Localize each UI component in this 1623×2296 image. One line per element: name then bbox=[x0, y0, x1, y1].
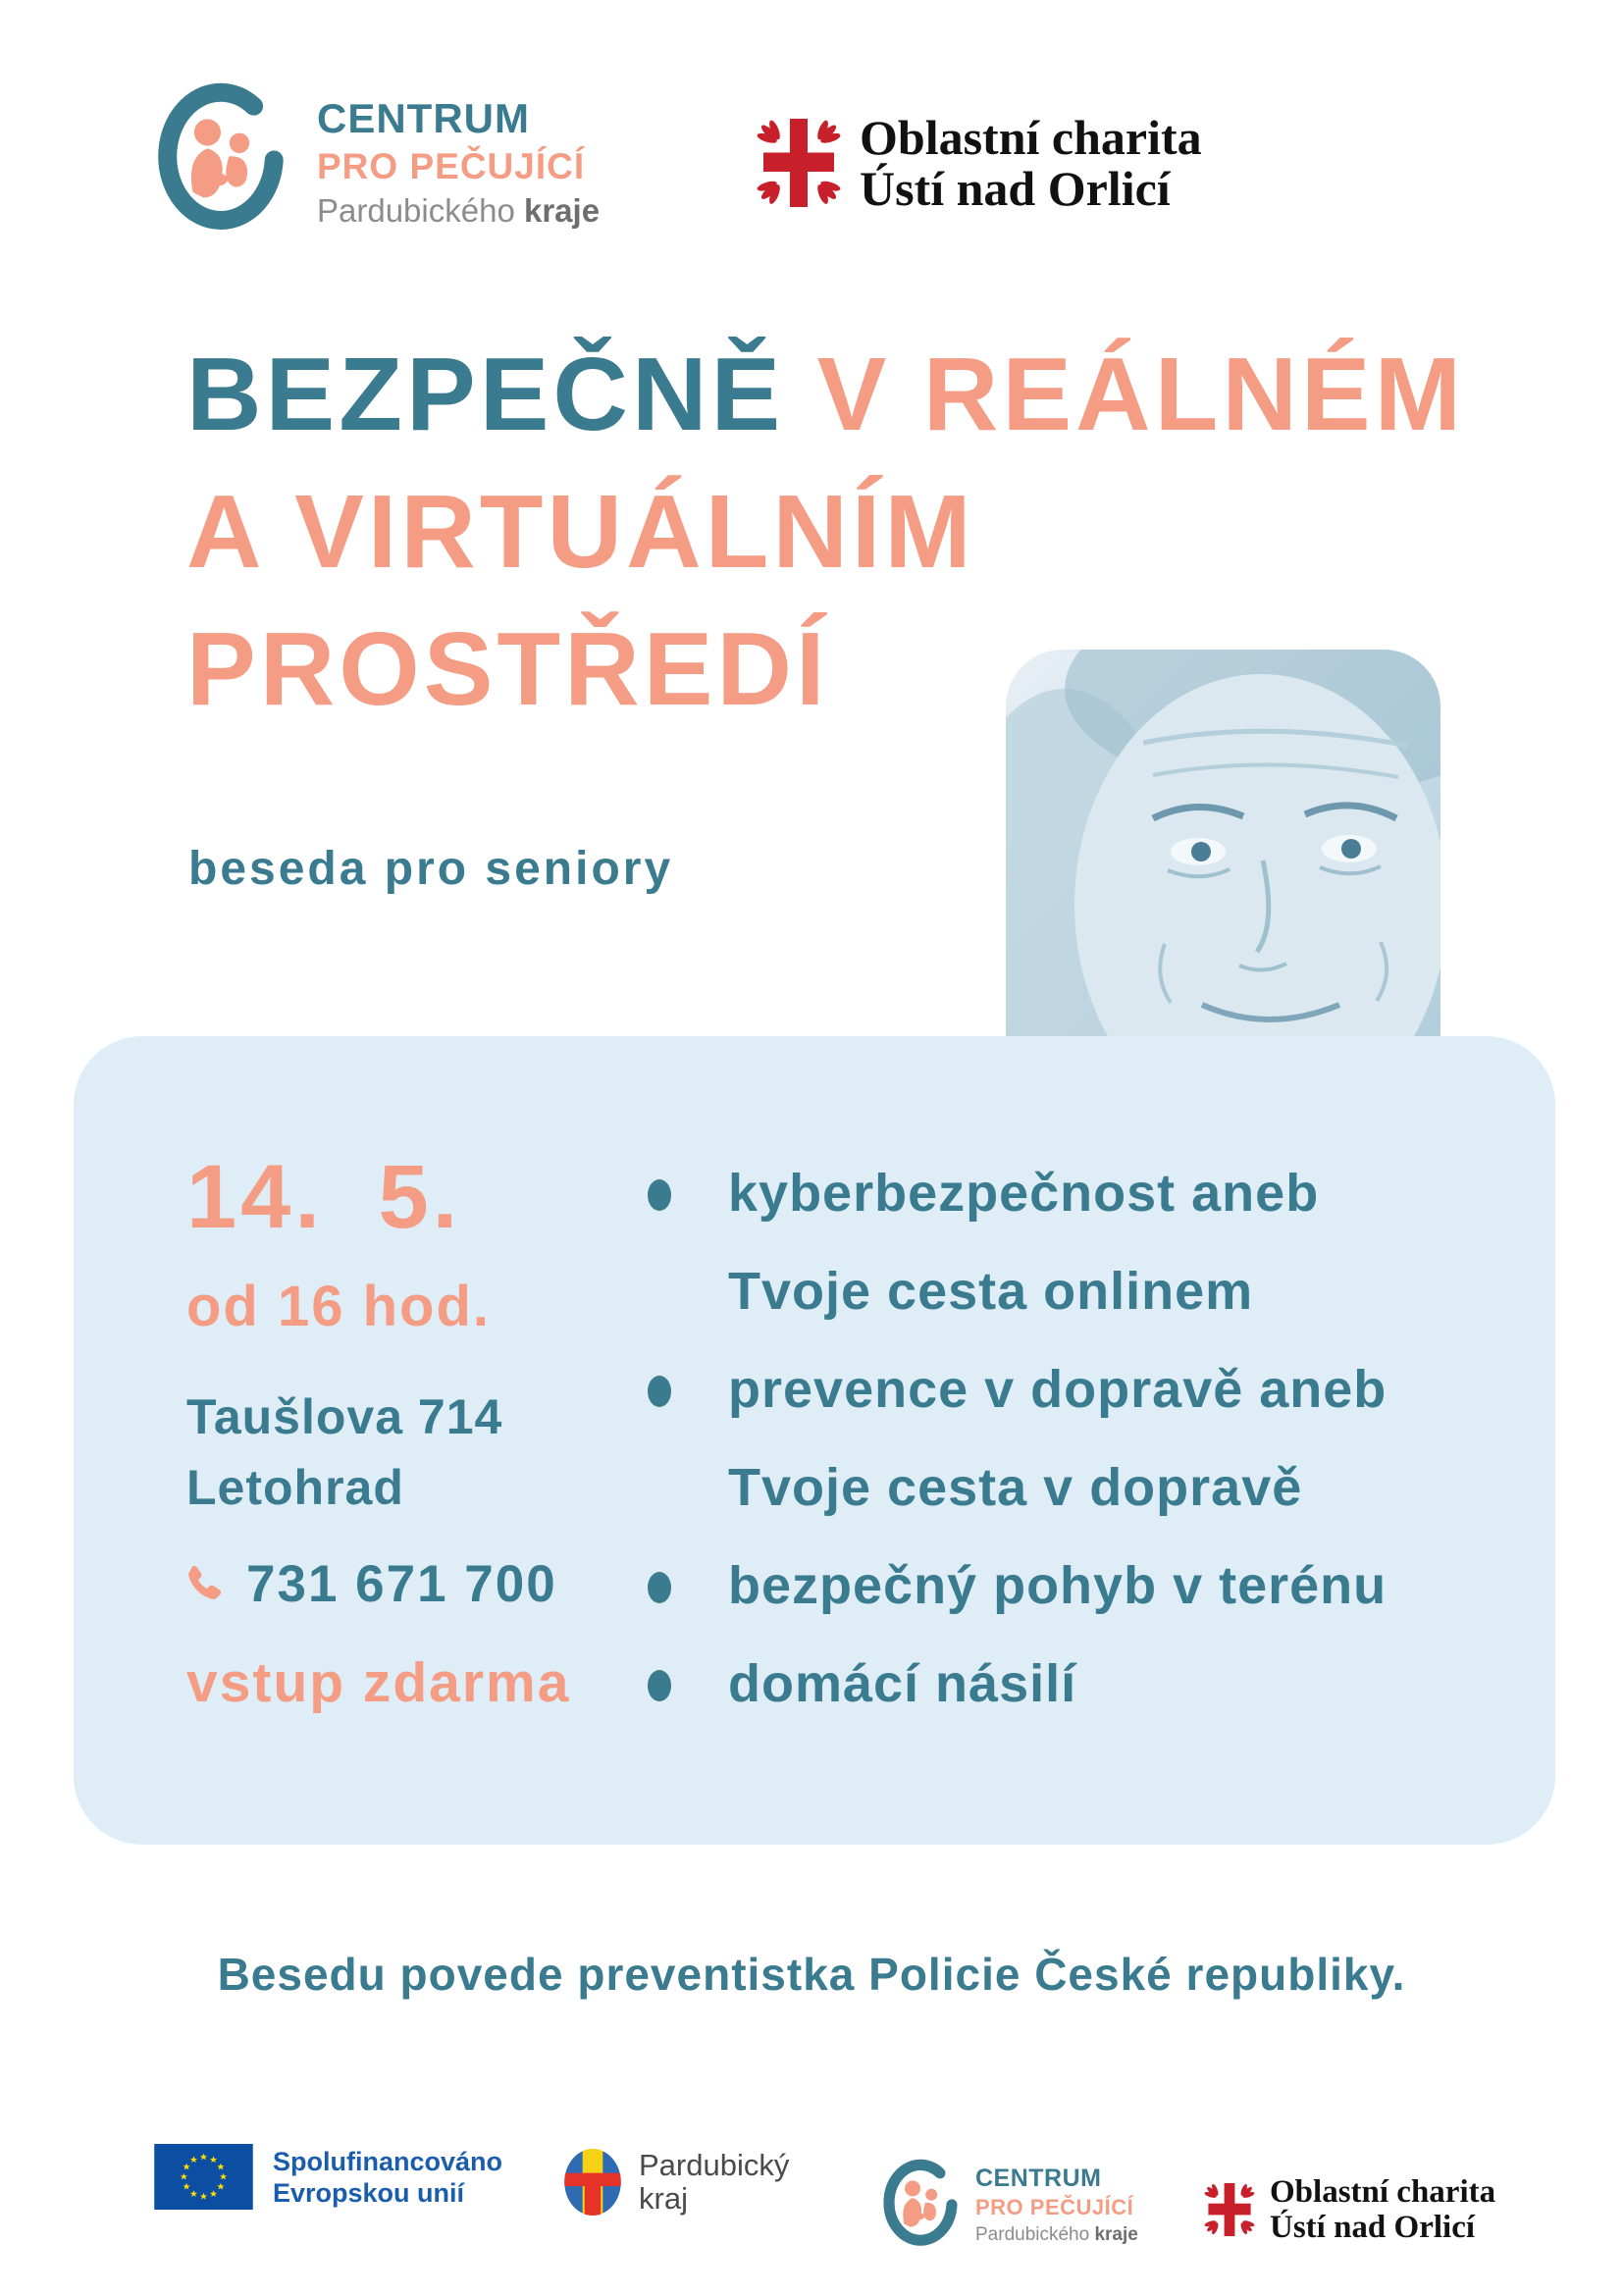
address-line2: Letohrad bbox=[186, 1460, 404, 1515]
centrum-logo-icon bbox=[152, 80, 289, 230]
phone-icon bbox=[180, 1561, 227, 1608]
lecturer-note: Besedu povede preventistka Policie České republiky. bbox=[217, 1949, 1406, 2000]
centrum-logo-sub: PRO PEČUJÍCÍ bbox=[317, 146, 586, 186]
phone-row bbox=[180, 1554, 557, 1614]
topic-item-kyberbezpecnost: kyberbezpečnost aneb Tvoje cesta onlinem bbox=[648, 1144, 1531, 1340]
centrum-logo-region: Pardubického kraje bbox=[317, 192, 601, 229]
kraj-text-line1: Pardubický bbox=[639, 2148, 790, 2182]
pardubicky-kraj-emblem-icon bbox=[564, 2149, 621, 2216]
free-entry-label: vstup zdarma bbox=[186, 1651, 571, 1714]
charita-name-line1: Oblastní charita bbox=[860, 110, 1202, 165]
eu-flag-icon bbox=[154, 2144, 253, 2210]
centrum-pro-pecujici-logo bbox=[152, 80, 600, 230]
centrum-logo-icon-small bbox=[881, 2155, 960, 2249]
event-date: 14. 5. bbox=[186, 1147, 462, 1247]
kraj-text-line2: kraj bbox=[639, 2181, 688, 2216]
centrum-pro-pecujici-logo-footer bbox=[881, 2155, 1138, 2249]
charita-footer-line2: Ústí nad Orlicí bbox=[1270, 2210, 1476, 2245]
senior-woman-photo bbox=[1006, 650, 1440, 1088]
eu-text-line1: Spolufinancováno bbox=[273, 2147, 503, 2176]
senior-woman-photo-image bbox=[1006, 650, 1440, 1088]
charita-name-line2: Ústí nad Orlicí bbox=[860, 161, 1171, 216]
phone-number: 731 671 700 bbox=[246, 1555, 557, 1613]
address-line1: Taušlova 714 bbox=[186, 1389, 503, 1444]
event-info-box bbox=[74, 1036, 1555, 1845]
oblastni-charita-logo-footer bbox=[1203, 2170, 1495, 2249]
eu-cofunding-logo bbox=[154, 2144, 502, 2210]
title-highlight: BEZPEČNĚ bbox=[186, 337, 785, 452]
topic-item-bezpecny-pohyb: bezpečný pohyb v terénu bbox=[648, 1537, 1531, 1635]
title-line3: PROSTŘEDÍ bbox=[186, 611, 829, 727]
centrum-footer-name: CENTRUM bbox=[975, 2165, 1102, 2192]
pardubicky-kraj-logo bbox=[564, 2149, 789, 2216]
centrum-footer-region: Pardubického kraje bbox=[975, 2224, 1138, 2245]
centrum-logo-name: CENTRUM bbox=[317, 95, 530, 141]
title-rest-line1: V REÁLNÉM bbox=[784, 337, 1465, 452]
charita-footer-line1: Oblastní charita bbox=[1270, 2174, 1496, 2210]
title-line2: A VIRTUÁLNÍM bbox=[186, 474, 975, 590]
topic-item-prevence-v-doprave: prevence v dopravě aneb Tvoje cesta v dopravě bbox=[648, 1340, 1531, 1537]
centrum-footer-sub: PRO PEČUJÍCÍ bbox=[975, 2195, 1134, 2219]
caritas-cross-icon-small bbox=[1203, 2170, 1256, 2249]
poster-subtitle: beseda pro seniory bbox=[188, 843, 674, 895]
event-address bbox=[186, 1382, 502, 1523]
caritas-cross-icon bbox=[754, 110, 844, 216]
oblastni-charita-logo bbox=[754, 110, 1202, 216]
topic-item-domaci-nasili: domácí násilí bbox=[648, 1635, 1531, 1733]
event-time: od 16 hod. bbox=[186, 1275, 491, 1338]
topics-list bbox=[648, 1144, 1531, 1733]
eu-text-line2: Evropskou unií bbox=[273, 2178, 465, 2208]
